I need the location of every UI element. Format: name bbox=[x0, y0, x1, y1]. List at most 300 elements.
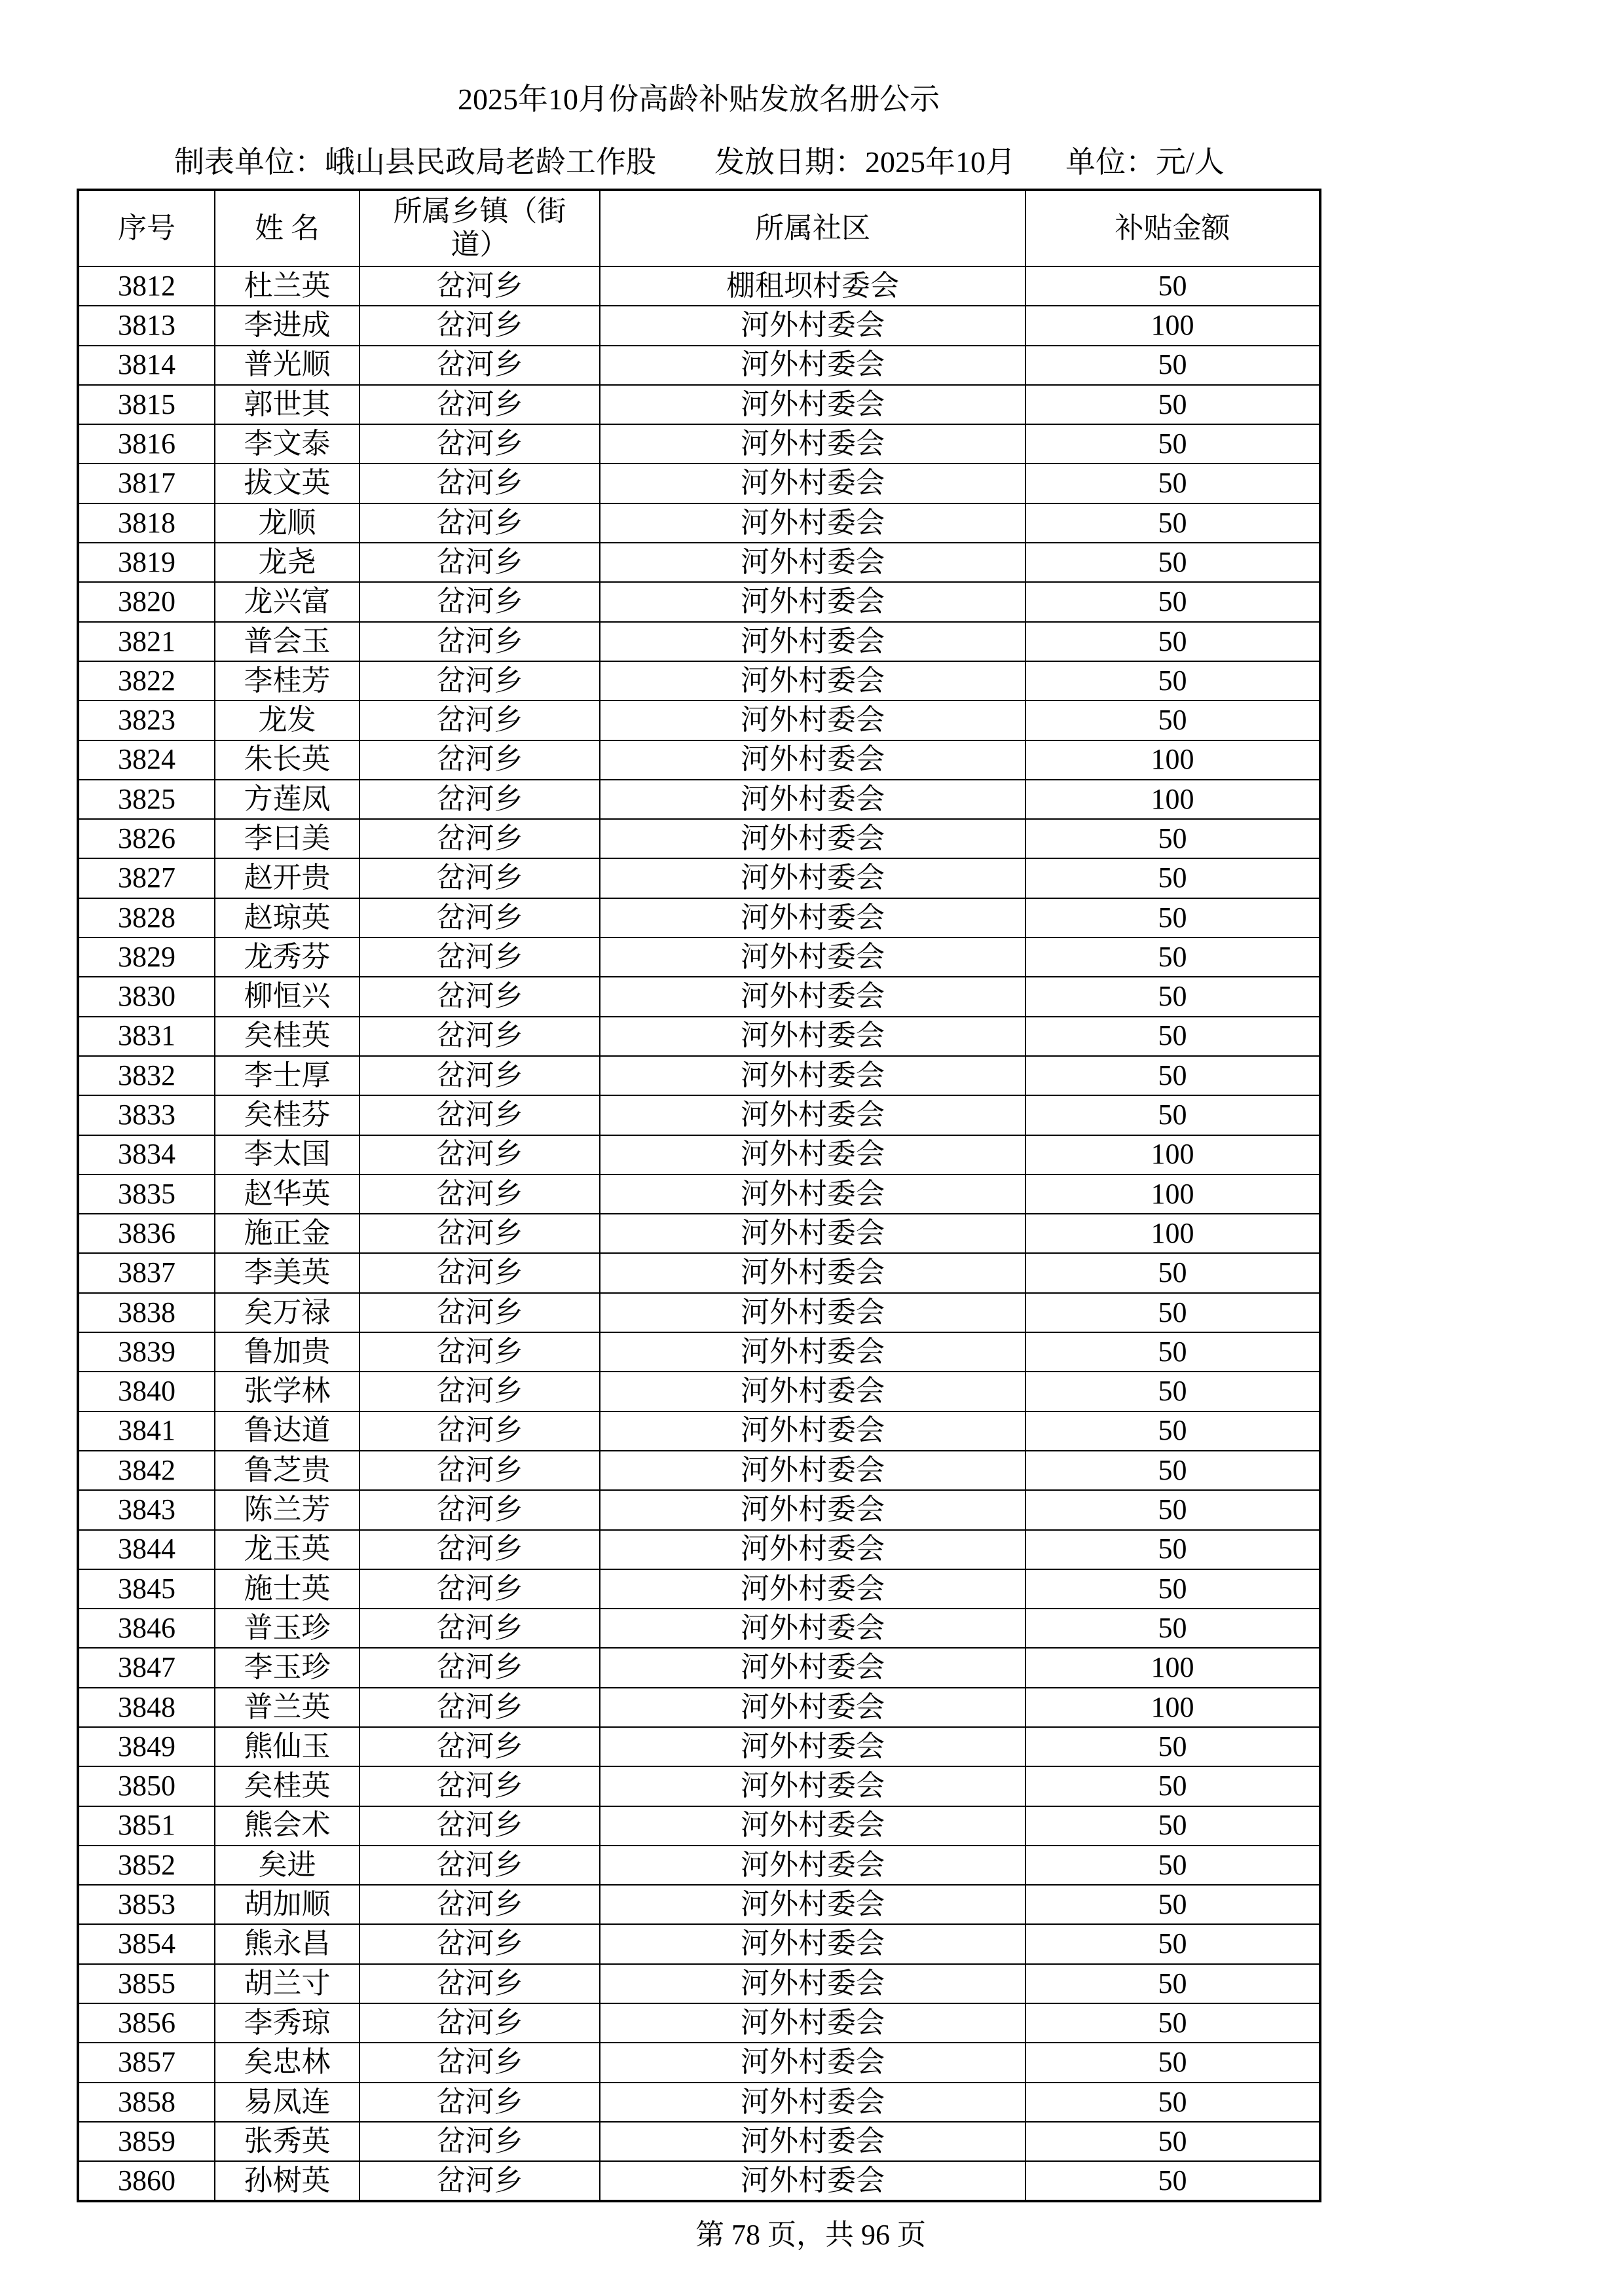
header-row bbox=[78, 190, 1320, 266]
cell-community: 河外村委会 bbox=[600, 1806, 1025, 1846]
cell-community: 河外村委会 bbox=[600, 1253, 1025, 1292]
cell-amount: 50 bbox=[1025, 1412, 1320, 1451]
cell-town: 岔河乡 bbox=[360, 780, 600, 819]
cell-amount: 50 bbox=[1025, 1569, 1320, 1609]
cell-town: 岔河乡 bbox=[360, 503, 600, 543]
cell-name: 李文泰 bbox=[215, 424, 360, 464]
cell-name: 施正金 bbox=[215, 1214, 360, 1253]
table-row bbox=[78, 1924, 1320, 1963]
cell-serial-no: 3851 bbox=[78, 1806, 215, 1846]
cell-town: 岔河乡 bbox=[360, 1846, 600, 1885]
cell-community: 河外村委会 bbox=[600, 2043, 1025, 2082]
cell-name: 李美英 bbox=[215, 1253, 360, 1292]
cell-amount: 50 bbox=[1025, 385, 1320, 424]
table-row bbox=[78, 1569, 1320, 1609]
cell-community: 河外村委会 bbox=[600, 2122, 1025, 2161]
cell-town: 岔河乡 bbox=[360, 1490, 600, 1529]
cell-amount: 50 bbox=[1025, 898, 1320, 938]
table-row bbox=[78, 898, 1320, 938]
cell-amount: 100 bbox=[1025, 780, 1320, 819]
cell-town: 岔河乡 bbox=[360, 1412, 600, 1451]
cell-community: 河外村委会 bbox=[600, 622, 1025, 661]
cell-town: 岔河乡 bbox=[360, 385, 600, 424]
table-row bbox=[78, 266, 1320, 306]
cell-serial-no: 3831 bbox=[78, 1017, 215, 1056]
issue-date-label: 发放日期：2025年10月 bbox=[714, 145, 1016, 179]
cell-community: 河外村委会 bbox=[600, 780, 1025, 819]
cell-amount: 50 bbox=[1025, 1609, 1320, 1648]
cell-serial-no: 3822 bbox=[78, 661, 215, 701]
table-row bbox=[78, 1846, 1320, 1885]
table-row bbox=[78, 2083, 1320, 2122]
cell-community: 河外村委会 bbox=[600, 385, 1025, 424]
cell-community: 河外村委会 bbox=[600, 543, 1025, 582]
cell-name: 胡加顺 bbox=[215, 1885, 360, 1924]
cell-town: 岔河乡 bbox=[360, 1214, 600, 1253]
cell-community: 河外村委会 bbox=[600, 582, 1025, 621]
table-row bbox=[78, 1253, 1320, 1292]
cell-serial-no: 3826 bbox=[78, 819, 215, 858]
cell-community: 河外村委会 bbox=[600, 464, 1025, 503]
cell-amount: 50 bbox=[1025, 1253, 1320, 1292]
cell-community: 河外村委会 bbox=[600, 1214, 1025, 1253]
cell-community: 河外村委会 bbox=[600, 1964, 1025, 2003]
cell-amount: 50 bbox=[1025, 424, 1320, 464]
cell-serial-no: 3855 bbox=[78, 1964, 215, 2003]
cell-serial-no: 3850 bbox=[78, 1766, 215, 1806]
cell-serial-no: 3827 bbox=[78, 858, 215, 898]
cell-town: 岔河乡 bbox=[360, 346, 600, 385]
cell-name: 赵华英 bbox=[215, 1175, 360, 1214]
cell-town: 岔河乡 bbox=[360, 1372, 600, 1411]
table-row bbox=[78, 661, 1320, 701]
cell-community: 河外村委会 bbox=[600, 1924, 1025, 1963]
cell-amount: 50 bbox=[1025, 1846, 1320, 1885]
cell-community: 河外村委会 bbox=[600, 1530, 1025, 1569]
cell-amount: 100 bbox=[1025, 740, 1320, 780]
cell-community: 河外村委会 bbox=[600, 977, 1025, 1016]
cell-town: 岔河乡 bbox=[360, 1609, 600, 1648]
cell-community: 河外村委会 bbox=[600, 1017, 1025, 1056]
cell-community: 河外村委会 bbox=[600, 1766, 1025, 1806]
table-row bbox=[78, 1056, 1320, 1095]
cell-name: 普光顺 bbox=[215, 346, 360, 385]
cell-serial-no: 3819 bbox=[78, 543, 215, 582]
table-row bbox=[78, 1490, 1320, 1529]
table-row bbox=[78, 1214, 1320, 1253]
cell-serial-no: 3852 bbox=[78, 1846, 215, 1885]
cell-name: 杜兰英 bbox=[215, 266, 360, 306]
cell-serial-no: 3838 bbox=[78, 1293, 215, 1332]
cell-serial-no: 3856 bbox=[78, 2003, 215, 2043]
cell-serial-no: 3835 bbox=[78, 1175, 215, 1214]
table-row bbox=[78, 1372, 1320, 1411]
cell-amount: 50 bbox=[1025, 346, 1320, 385]
table-row bbox=[78, 2043, 1320, 2082]
table-row bbox=[78, 622, 1320, 661]
cell-serial-no: 3848 bbox=[78, 1688, 215, 1727]
cell-name: 龙秀芬 bbox=[215, 938, 360, 977]
table-row bbox=[78, 1648, 1320, 1687]
cell-amount: 100 bbox=[1025, 1175, 1320, 1214]
cell-serial-no: 3834 bbox=[78, 1135, 215, 1175]
cell-name: 赵开贵 bbox=[215, 858, 360, 898]
cell-amount: 50 bbox=[1025, 1017, 1320, 1056]
cell-community: 河外村委会 bbox=[600, 1372, 1025, 1411]
cell-amount: 50 bbox=[1025, 2122, 1320, 2161]
cell-serial-no: 3853 bbox=[78, 1885, 215, 1924]
cell-name: 郭世其 bbox=[215, 385, 360, 424]
cell-community: 河外村委会 bbox=[600, 503, 1025, 543]
cell-amount: 50 bbox=[1025, 2083, 1320, 2122]
cell-community: 河外村委会 bbox=[600, 858, 1025, 898]
cell-serial-no: 3813 bbox=[78, 306, 215, 345]
cell-name: 矣桂英 bbox=[215, 1766, 360, 1806]
cell-serial-no: 3841 bbox=[78, 1412, 215, 1451]
table-row bbox=[78, 1609, 1320, 1648]
cell-amount: 100 bbox=[1025, 1135, 1320, 1175]
cell-name: 龙发 bbox=[215, 701, 360, 740]
cell-town: 岔河乡 bbox=[360, 424, 600, 464]
table-row bbox=[78, 977, 1320, 1016]
cell-town: 岔河乡 bbox=[360, 938, 600, 977]
cell-town: 岔河乡 bbox=[360, 622, 600, 661]
cell-town: 岔河乡 bbox=[360, 701, 600, 740]
cell-serial-no: 3846 bbox=[78, 1609, 215, 1648]
cell-name: 普玉珍 bbox=[215, 1609, 360, 1648]
cell-name: 赵琼英 bbox=[215, 898, 360, 938]
table-row bbox=[78, 2161, 1320, 2200]
cell-amount: 50 bbox=[1025, 2043, 1320, 2082]
cell-amount: 50 bbox=[1025, 1490, 1320, 1529]
cell-name: 矣桂英 bbox=[215, 1017, 360, 1056]
cell-serial-no: 3847 bbox=[78, 1648, 215, 1687]
cell-amount: 100 bbox=[1025, 1688, 1320, 1727]
page-number: 第 78 页，共 96 页 bbox=[695, 2219, 926, 2251]
cell-amount: 50 bbox=[1025, 1332, 1320, 1372]
cell-town: 岔河乡 bbox=[360, 1766, 600, 1806]
cell-amount: 100 bbox=[1025, 306, 1320, 345]
cell-community: 河外村委会 bbox=[600, 938, 1025, 977]
table-row bbox=[78, 1530, 1320, 1569]
cell-name: 龙玉英 bbox=[215, 1530, 360, 1569]
table-row bbox=[78, 1727, 1320, 1766]
table-row bbox=[78, 1017, 1320, 1056]
cell-serial-no: 3832 bbox=[78, 1056, 215, 1095]
cell-serial-no: 3840 bbox=[78, 1372, 215, 1411]
cell-amount: 50 bbox=[1025, 1806, 1320, 1846]
cell-community: 河外村委会 bbox=[600, 1490, 1025, 1529]
cell-amount: 50 bbox=[1025, 543, 1320, 582]
cell-name: 矣万禄 bbox=[215, 1293, 360, 1332]
cell-serial-no: 3842 bbox=[78, 1451, 215, 1490]
cell-community: 河外村委会 bbox=[600, 1412, 1025, 1451]
cell-name: 孙树英 bbox=[215, 2161, 360, 2200]
cell-town: 岔河乡 bbox=[360, 2083, 600, 2122]
cell-amount: 50 bbox=[1025, 622, 1320, 661]
cell-town: 岔河乡 bbox=[360, 740, 600, 780]
table-row bbox=[78, 1332, 1320, 1372]
cell-community: 河外村委会 bbox=[600, 1688, 1025, 1727]
cell-community: 河外村委会 bbox=[600, 2003, 1025, 2043]
table-row bbox=[78, 2003, 1320, 2043]
cell-serial-no: 3833 bbox=[78, 1095, 215, 1135]
cell-serial-no: 3857 bbox=[78, 2043, 215, 2082]
cell-name: 李玉珍 bbox=[215, 1648, 360, 1687]
cell-community: 河外村委会 bbox=[600, 2083, 1025, 2122]
cell-town: 岔河乡 bbox=[360, 977, 600, 1016]
cell-name: 鲁芝贵 bbox=[215, 1451, 360, 1490]
cell-amount: 50 bbox=[1025, 977, 1320, 1016]
cell-town: 岔河乡 bbox=[360, 858, 600, 898]
table-row bbox=[78, 701, 1320, 740]
cell-amount: 50 bbox=[1025, 2003, 1320, 2043]
cell-amount: 100 bbox=[1025, 1214, 1320, 1253]
cell-town: 岔河乡 bbox=[360, 1924, 600, 1963]
table-row bbox=[78, 1766, 1320, 1806]
table-row bbox=[78, 346, 1320, 385]
cell-name: 龙顺 bbox=[215, 503, 360, 543]
cell-community: 河外村委会 bbox=[600, 1451, 1025, 1490]
cell-name: 普兰英 bbox=[215, 1688, 360, 1727]
cell-amount: 50 bbox=[1025, 1293, 1320, 1332]
cell-serial-no: 3823 bbox=[78, 701, 215, 740]
currency-unit-label: 单位：元/人 bbox=[1065, 145, 1225, 179]
cell-community: 河外村委会 bbox=[600, 424, 1025, 464]
cell-name: 易凤连 bbox=[215, 2083, 360, 2122]
cell-amount: 50 bbox=[1025, 1372, 1320, 1411]
cell-amount: 50 bbox=[1025, 503, 1320, 543]
cell-amount: 50 bbox=[1025, 701, 1320, 740]
cell-community: 棚租坝村委会 bbox=[600, 266, 1025, 306]
cell-amount: 50 bbox=[1025, 938, 1320, 977]
cell-town: 岔河乡 bbox=[360, 1056, 600, 1095]
cell-town: 岔河乡 bbox=[360, 1530, 600, 1569]
table-row bbox=[78, 938, 1320, 977]
cell-name: 张学林 bbox=[215, 1372, 360, 1411]
cell-amount: 50 bbox=[1025, 1924, 1320, 1963]
table-row bbox=[78, 1095, 1320, 1135]
table-row bbox=[78, 858, 1320, 898]
cell-serial-no: 3829 bbox=[78, 938, 215, 977]
cell-town: 岔河乡 bbox=[360, 2122, 600, 2161]
header-town-label: 所属乡镇（街道） bbox=[393, 195, 566, 261]
cell-serial-no: 3828 bbox=[78, 898, 215, 938]
cell-amount: 50 bbox=[1025, 1727, 1320, 1766]
table-row bbox=[78, 1135, 1320, 1175]
cell-serial-no: 3830 bbox=[78, 977, 215, 1016]
cell-name: 熊仙玉 bbox=[215, 1727, 360, 1766]
table-row bbox=[78, 2122, 1320, 2161]
cell-amount: 50 bbox=[1025, 1766, 1320, 1806]
cell-town: 岔河乡 bbox=[360, 1451, 600, 1490]
table-row bbox=[78, 1885, 1320, 1924]
cell-name: 李士厚 bbox=[215, 1056, 360, 1095]
table-row bbox=[78, 1451, 1320, 1490]
cell-serial-no: 3845 bbox=[78, 1569, 215, 1609]
cell-name: 李进成 bbox=[215, 306, 360, 345]
cell-community: 河外村委会 bbox=[600, 740, 1025, 780]
header-community: 所属社区 bbox=[600, 190, 1025, 266]
cell-name: 鲁加贵 bbox=[215, 1332, 360, 1372]
table-row bbox=[78, 1806, 1320, 1846]
cell-serial-no: 3843 bbox=[78, 1490, 215, 1529]
cell-town: 岔河乡 bbox=[360, 1885, 600, 1924]
cell-town: 岔河乡 bbox=[360, 1806, 600, 1846]
cell-serial-no: 3854 bbox=[78, 1924, 215, 1963]
cell-town: 岔河乡 bbox=[360, 582, 600, 621]
cell-serial-no: 3824 bbox=[78, 740, 215, 780]
cell-town: 岔河乡 bbox=[360, 266, 600, 306]
cell-town: 岔河乡 bbox=[360, 1688, 600, 1727]
cell-serial-no: 3817 bbox=[78, 464, 215, 503]
table-row bbox=[78, 582, 1320, 621]
cell-amount: 50 bbox=[1025, 2161, 1320, 2200]
cell-serial-no: 3812 bbox=[78, 266, 215, 306]
cell-amount: 50 bbox=[1025, 858, 1320, 898]
cell-community: 河外村委会 bbox=[600, 2161, 1025, 2200]
cell-community: 河外村委会 bbox=[600, 1175, 1025, 1214]
cell-town: 岔河乡 bbox=[360, 661, 600, 701]
cell-town: 岔河乡 bbox=[360, 1095, 600, 1135]
cell-amount: 50 bbox=[1025, 1451, 1320, 1490]
cell-name: 龙兴富 bbox=[215, 582, 360, 621]
cell-town: 岔河乡 bbox=[360, 306, 600, 345]
cell-amount: 100 bbox=[1025, 1648, 1320, 1687]
cell-town: 岔河乡 bbox=[360, 1569, 600, 1609]
cell-name: 矣桂芬 bbox=[215, 1095, 360, 1135]
table-row bbox=[78, 1175, 1320, 1214]
document-title: 2025年10月份高龄补贴发放名册公示 bbox=[458, 82, 940, 116]
cell-serial-no: 3859 bbox=[78, 2122, 215, 2161]
cell-name: 熊会术 bbox=[215, 1806, 360, 1846]
table-row bbox=[78, 424, 1320, 464]
table-row bbox=[78, 306, 1320, 345]
cell-serial-no: 3820 bbox=[78, 582, 215, 621]
cell-name: 张秀英 bbox=[215, 2122, 360, 2161]
cell-community: 河外村委会 bbox=[600, 1293, 1025, 1332]
cell-serial-no: 3836 bbox=[78, 1214, 215, 1253]
cell-community: 河外村委会 bbox=[600, 701, 1025, 740]
cell-town: 岔河乡 bbox=[360, 1964, 600, 2003]
header-amount: 补贴金额 bbox=[1025, 190, 1320, 266]
cell-name: 拔文英 bbox=[215, 464, 360, 503]
cell-community: 河外村委会 bbox=[600, 1846, 1025, 1885]
cell-community: 河外村委会 bbox=[600, 1885, 1025, 1924]
cell-community: 河外村委会 bbox=[600, 898, 1025, 938]
cell-community: 河外村委会 bbox=[600, 1332, 1025, 1372]
cell-town: 岔河乡 bbox=[360, 898, 600, 938]
cell-name: 普会玉 bbox=[215, 622, 360, 661]
cell-amount: 50 bbox=[1025, 1056, 1320, 1095]
cell-serial-no: 3844 bbox=[78, 1530, 215, 1569]
table-row bbox=[78, 1688, 1320, 1727]
cell-name: 柳恒兴 bbox=[215, 977, 360, 1016]
cell-town: 岔河乡 bbox=[360, 2161, 600, 2200]
cell-community: 河外村委会 bbox=[600, 1609, 1025, 1648]
cell-community: 河外村委会 bbox=[600, 1135, 1025, 1175]
cell-name: 李太国 bbox=[215, 1135, 360, 1175]
table-row bbox=[78, 780, 1320, 819]
cell-amount: 50 bbox=[1025, 1530, 1320, 1569]
table-row bbox=[78, 385, 1320, 424]
cell-serial-no: 3814 bbox=[78, 346, 215, 385]
cell-serial-no: 3816 bbox=[78, 424, 215, 464]
header-serial-no: 序号 bbox=[78, 190, 215, 266]
cell-town: 岔河乡 bbox=[360, 1727, 600, 1766]
cell-serial-no: 3837 bbox=[78, 1253, 215, 1292]
table-row bbox=[78, 740, 1320, 780]
cell-name: 李桂芳 bbox=[215, 661, 360, 701]
cell-name: 鲁达道 bbox=[215, 1412, 360, 1451]
cell-amount: 50 bbox=[1025, 661, 1320, 701]
cell-town: 岔河乡 bbox=[360, 2003, 600, 2043]
cell-name: 龙尧 bbox=[215, 543, 360, 582]
cell-community: 河外村委会 bbox=[600, 1056, 1025, 1095]
cell-community: 河外村委会 bbox=[600, 1569, 1025, 1609]
cell-town: 岔河乡 bbox=[360, 1332, 600, 1372]
cell-town: 岔河乡 bbox=[360, 543, 600, 582]
header-name: 姓 名 bbox=[215, 190, 360, 266]
cell-town: 岔河乡 bbox=[360, 2043, 600, 2082]
cell-name: 熊永昌 bbox=[215, 1924, 360, 1963]
header-town bbox=[360, 190, 600, 266]
cell-name: 方莲凤 bbox=[215, 780, 360, 819]
issuing-unit-label: 制表单位：峨山县民政局老龄工作股 bbox=[174, 145, 656, 179]
cell-community: 河外村委会 bbox=[600, 819, 1025, 858]
table-row bbox=[78, 1412, 1320, 1451]
cell-amount: 50 bbox=[1025, 1095, 1320, 1135]
cell-town: 岔河乡 bbox=[360, 1175, 600, 1214]
cell-name: 胡兰寸 bbox=[215, 1964, 360, 2003]
cell-town: 岔河乡 bbox=[360, 1135, 600, 1175]
cell-town: 岔河乡 bbox=[360, 1293, 600, 1332]
cell-name: 陈兰芳 bbox=[215, 1490, 360, 1529]
cell-serial-no: 3860 bbox=[78, 2161, 215, 2200]
table-body bbox=[78, 266, 1320, 2201]
cell-community: 河外村委会 bbox=[600, 1095, 1025, 1135]
cell-community: 河外村委会 bbox=[600, 1648, 1025, 1687]
cell-community: 河外村委会 bbox=[600, 661, 1025, 701]
cell-serial-no: 3849 bbox=[78, 1727, 215, 1766]
cell-amount: 50 bbox=[1025, 464, 1320, 503]
table-row bbox=[78, 819, 1320, 858]
cell-serial-no: 3858 bbox=[78, 2083, 215, 2122]
cell-serial-no: 3818 bbox=[78, 503, 215, 543]
subsidy-table bbox=[77, 189, 1321, 2202]
cell-name: 矣忠林 bbox=[215, 2043, 360, 2082]
cell-serial-no: 3821 bbox=[78, 622, 215, 661]
cell-community: 河外村委会 bbox=[600, 1727, 1025, 1766]
table-row bbox=[78, 1964, 1320, 2003]
cell-name: 李秀琼 bbox=[215, 2003, 360, 2043]
cell-name: 李曰美 bbox=[215, 819, 360, 858]
table-row bbox=[78, 543, 1320, 582]
cell-name: 矣进 bbox=[215, 1846, 360, 1885]
cell-serial-no: 3839 bbox=[78, 1332, 215, 1372]
cell-amount: 50 bbox=[1025, 266, 1320, 306]
cell-serial-no: 3815 bbox=[78, 385, 215, 424]
cell-name: 朱长英 bbox=[215, 740, 360, 780]
cell-amount: 50 bbox=[1025, 1885, 1320, 1924]
cell-amount: 50 bbox=[1025, 582, 1320, 621]
table-row bbox=[78, 1293, 1320, 1332]
cell-town: 岔河乡 bbox=[360, 1648, 600, 1687]
table-row bbox=[78, 503, 1320, 543]
cell-town: 岔河乡 bbox=[360, 1253, 600, 1292]
cell-name: 施士英 bbox=[215, 1569, 360, 1609]
cell-serial-no: 3825 bbox=[78, 780, 215, 819]
